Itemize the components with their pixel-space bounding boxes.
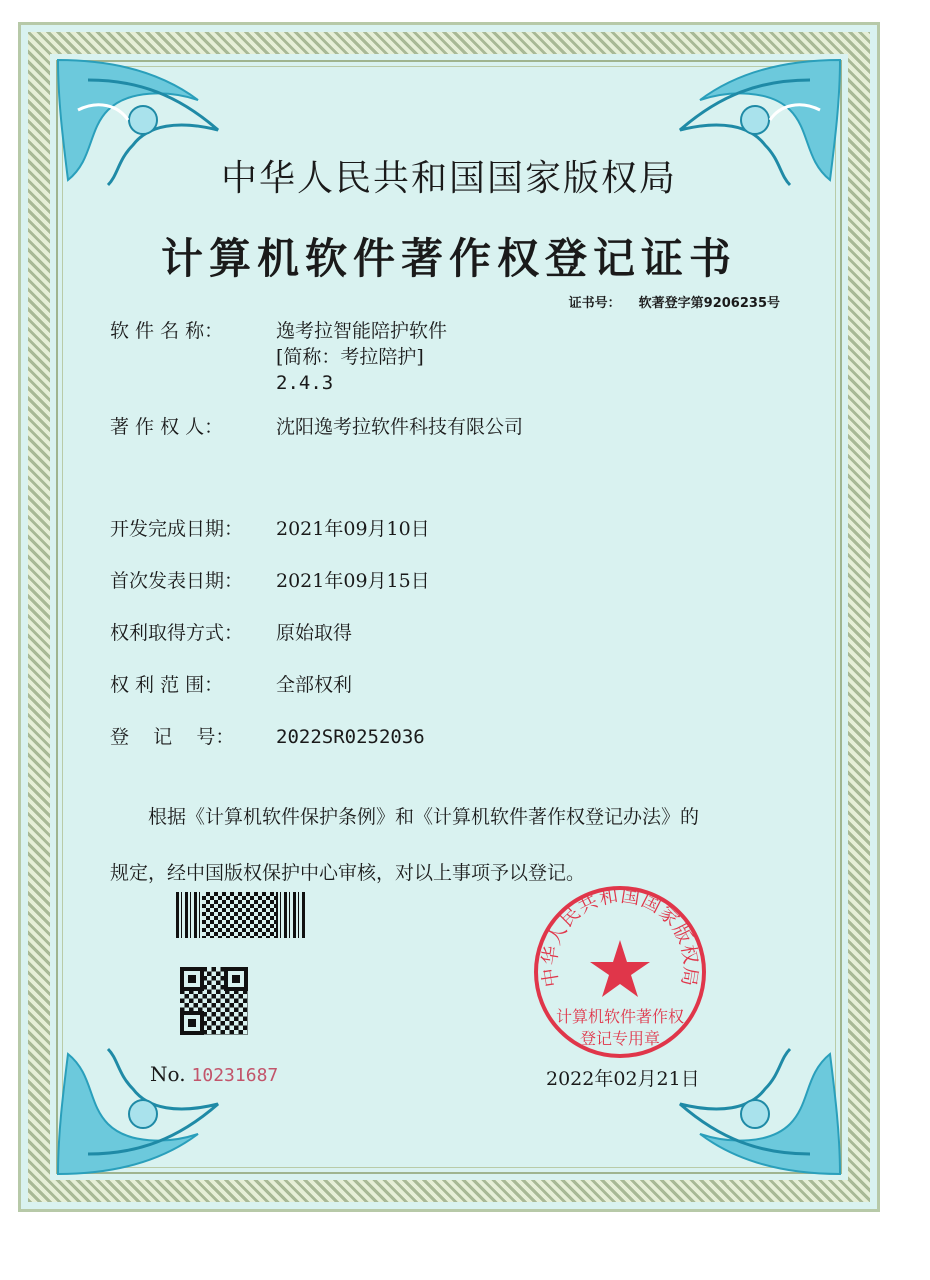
certificate [18, 22, 880, 1212]
software-name: 逸考拉智能陪护软件 [276, 320, 448, 342]
field-label: 登 记 号： [110, 726, 235, 748]
field-label: 著 作 权 人： [110, 416, 224, 438]
certificate-title: 计算机软件著作权登记证书 [160, 234, 737, 283]
qr-finder-pattern [180, 1011, 204, 1035]
seal-arc-text: 中华人民共和国国家版权局 [538, 884, 702, 989]
serial-value: 10231687 [191, 1065, 279, 1086]
field-label: 权利取得方式： [110, 622, 244, 644]
field-value: 原始取得 [276, 622, 353, 644]
field-value: 2021年09月15日 [276, 570, 430, 592]
field-label: 权 利 范 围： [110, 674, 224, 696]
official-seal [530, 882, 710, 1062]
field-value: 全部权利 [276, 674, 353, 696]
issuer-title: 中华人民共和国国家版权局 [220, 158, 677, 199]
serial-prefix: No. [150, 1062, 186, 1086]
field-value: 2021年09月10日 [276, 518, 430, 540]
field-value: 沈阳逸考拉软件科技有限公司 [276, 416, 524, 438]
field-label: 开发完成日期： [110, 518, 244, 540]
certificate-number [569, 292, 780, 311]
certificate-number-value: 软著登字第9206235号 [638, 296, 780, 311]
seal-inner-line-1: 计算机软件著作权 [555, 1007, 685, 1026]
qr-finder-pattern [180, 967, 204, 991]
field-label: 软 件 名 称： [110, 320, 224, 342]
statement-line-2: 规定，经中国版权保护中心审核，对以上事项予以登记。 [110, 862, 586, 884]
barcode-pattern [202, 892, 276, 938]
software-short-name: [简称：考拉陪护] [276, 346, 424, 368]
star-icon [590, 940, 650, 997]
field-label: 首次发表日期： [110, 570, 244, 592]
qr-code [180, 967, 248, 1035]
field-value: 2022SR0252036 [276, 726, 425, 748]
statement-line-1: 根据《计算机软件保护条例》和《计算机软件著作权登记办法》的 [148, 806, 700, 828]
certificate-number-label: 证书号： [568, 296, 621, 311]
qr-finder-pattern [224, 967, 248, 991]
issue-date: 2022年02月21日 [546, 1068, 700, 1090]
serial-number [150, 1062, 278, 1086]
seal-inner-line-2: 登记专用章 [579, 1029, 661, 1048]
barcode [176, 892, 306, 938]
field-value [276, 318, 447, 396]
software-version: 2.4.3 [276, 372, 334, 394]
